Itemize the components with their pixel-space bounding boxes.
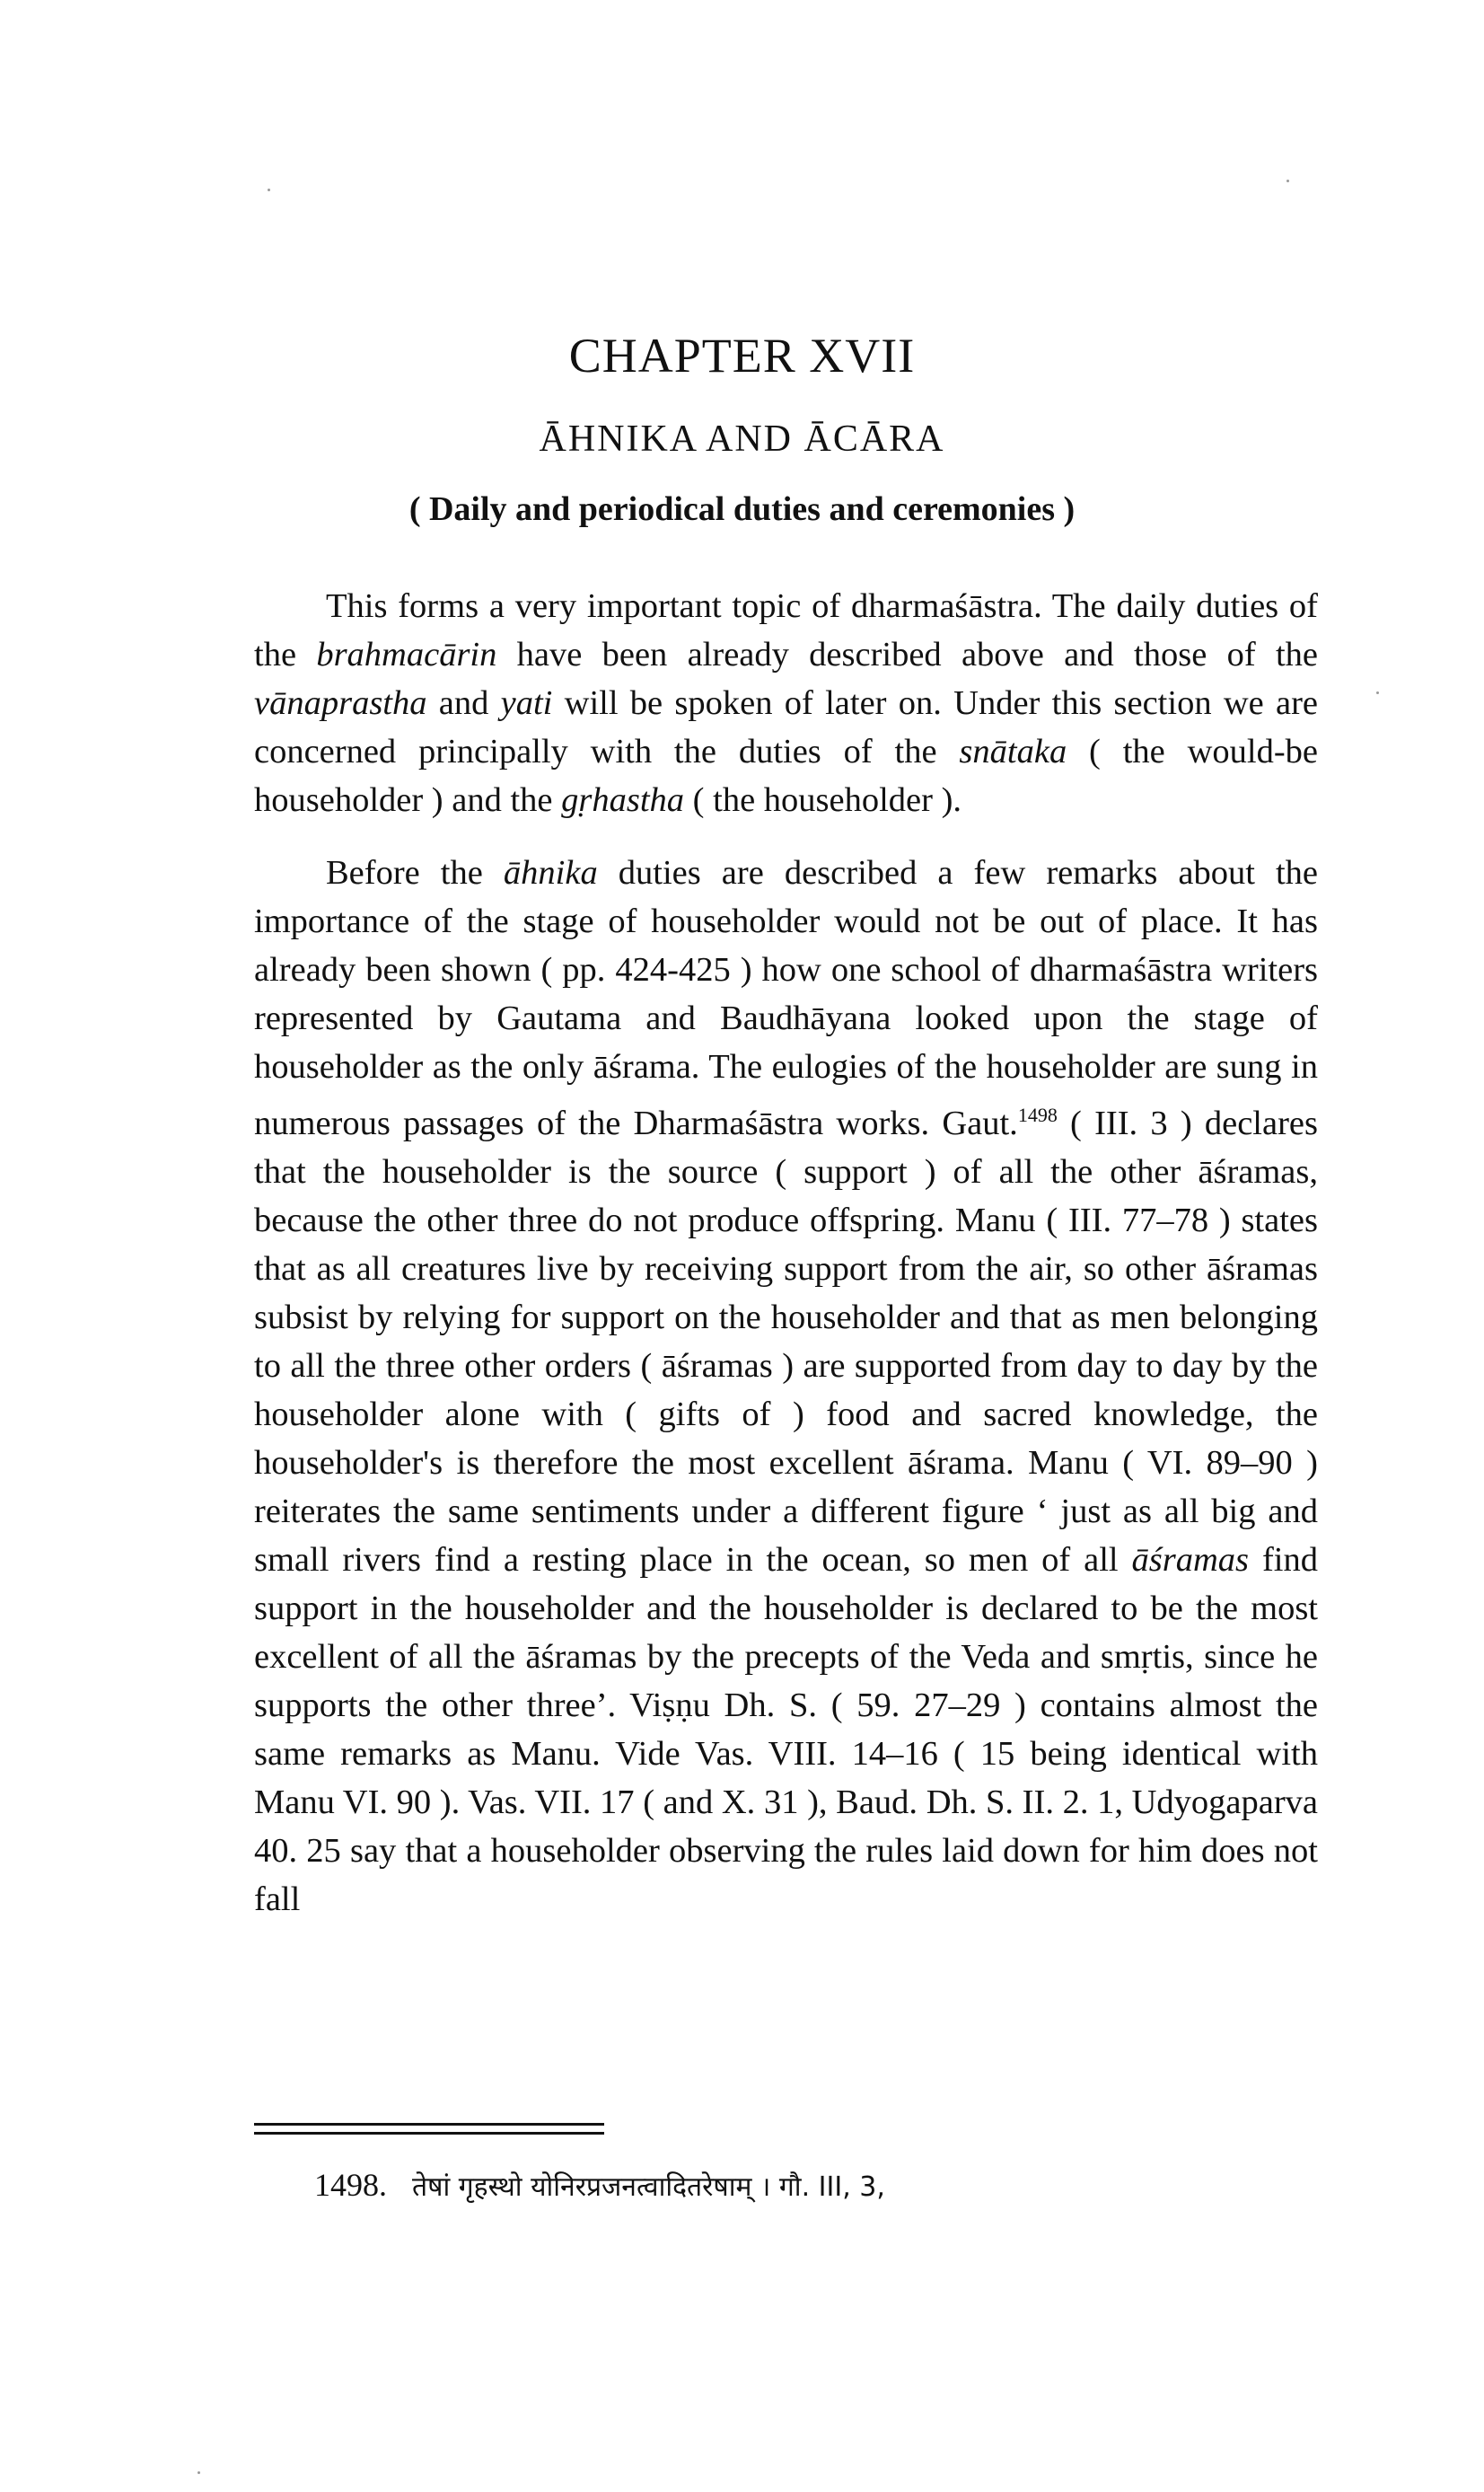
footnote-text: तेषां गृहस्थो योनिरप्रजनत्वादितरेषाम् । गौ. III, 3, [412, 2171, 885, 2203]
chapter-title: CHAPTER XVII [568, 329, 916, 383]
footnote-reference[interactable]: 1498 [1017, 1104, 1058, 1126]
scan-speck [1376, 691, 1379, 694]
scan-speck [268, 189, 270, 191]
paragraph-1 [254, 582, 1318, 824]
footnote-number: 1498. [314, 2167, 387, 2203]
paragraph-1-text: This forms a very important topic of dharmaśāstra. The daily duties of the brahmacārin have been already described above and those of the vānaprastha and yati will be spoken of later on. Under this section we are concerned principally with the duties of the snātaka ( the would-be householder ) and the gṛhastha ( the householder ). [254, 587, 1319, 819]
chapter-subtitle: ĀHNIKA AND ĀCĀRA [539, 418, 945, 460]
chapter-note: ( Daily and periodical duties and ceremonies ) [408, 490, 1076, 528]
paragraph-2-text: Before the āhnika duties are described a few remarks about the importance of the stage of householder would not be out of place. It has already been shown ( pp. 424-425 ) how one school of dharmaśāstra writers represented by Gautama and Baudhāyana looked upon the stage of householder as the only āśrama. The eulogies of the householder are sung in numerous passages of the Dharmaśāstra works. Gaut.$^{1498}$ ( III. 3 ) declares that the householder is the source ( support ) of all the other āśramas, because the other three do not produce offspring. Manu ( III. 77–78 ) states that as all creatures live by receiving support from the air, so other āśramas subsist by relying for support on the householder and that as men belonging to all the three other orders ( āśramas ) are supported from day to day by the householder alone with ( gifts of ) food and sacred knowledge, the householder's is therefore the most excellent āśrama. Manu ( VI. 89–90 ) reiterates the same sentiments under a different figure ‘ just as all big and small rivers find a resting place in the ocean, so men of all āśramas find support in the householder and the householder is declared to be the most excellent of all the āśramas by the precepts of the Veda and smṛtis, since he supports the other three’. Viṣṇu Dh. S. ( 59. 27–29 ) contains almost the same remarks as Manu. Vide Vas. VIII. 14–16 ( 15 being identical with Manu VI. 90 ). Vas. VII. 17 ( and X. 31 ), Baud. Dh. S. II. 2. 1, Udyogaparva 40. 25 say that a householder observing the rules laid down for him does not fall [254, 854, 1318, 1918]
footnote-divider [254, 2123, 604, 2126]
scan-speck [1286, 180, 1289, 182]
footnote [314, 2166, 885, 2204]
paragraph-2 [254, 849, 1318, 1924]
scan-speck [198, 2471, 200, 2474]
footnote-divider-lower [254, 2132, 604, 2135]
